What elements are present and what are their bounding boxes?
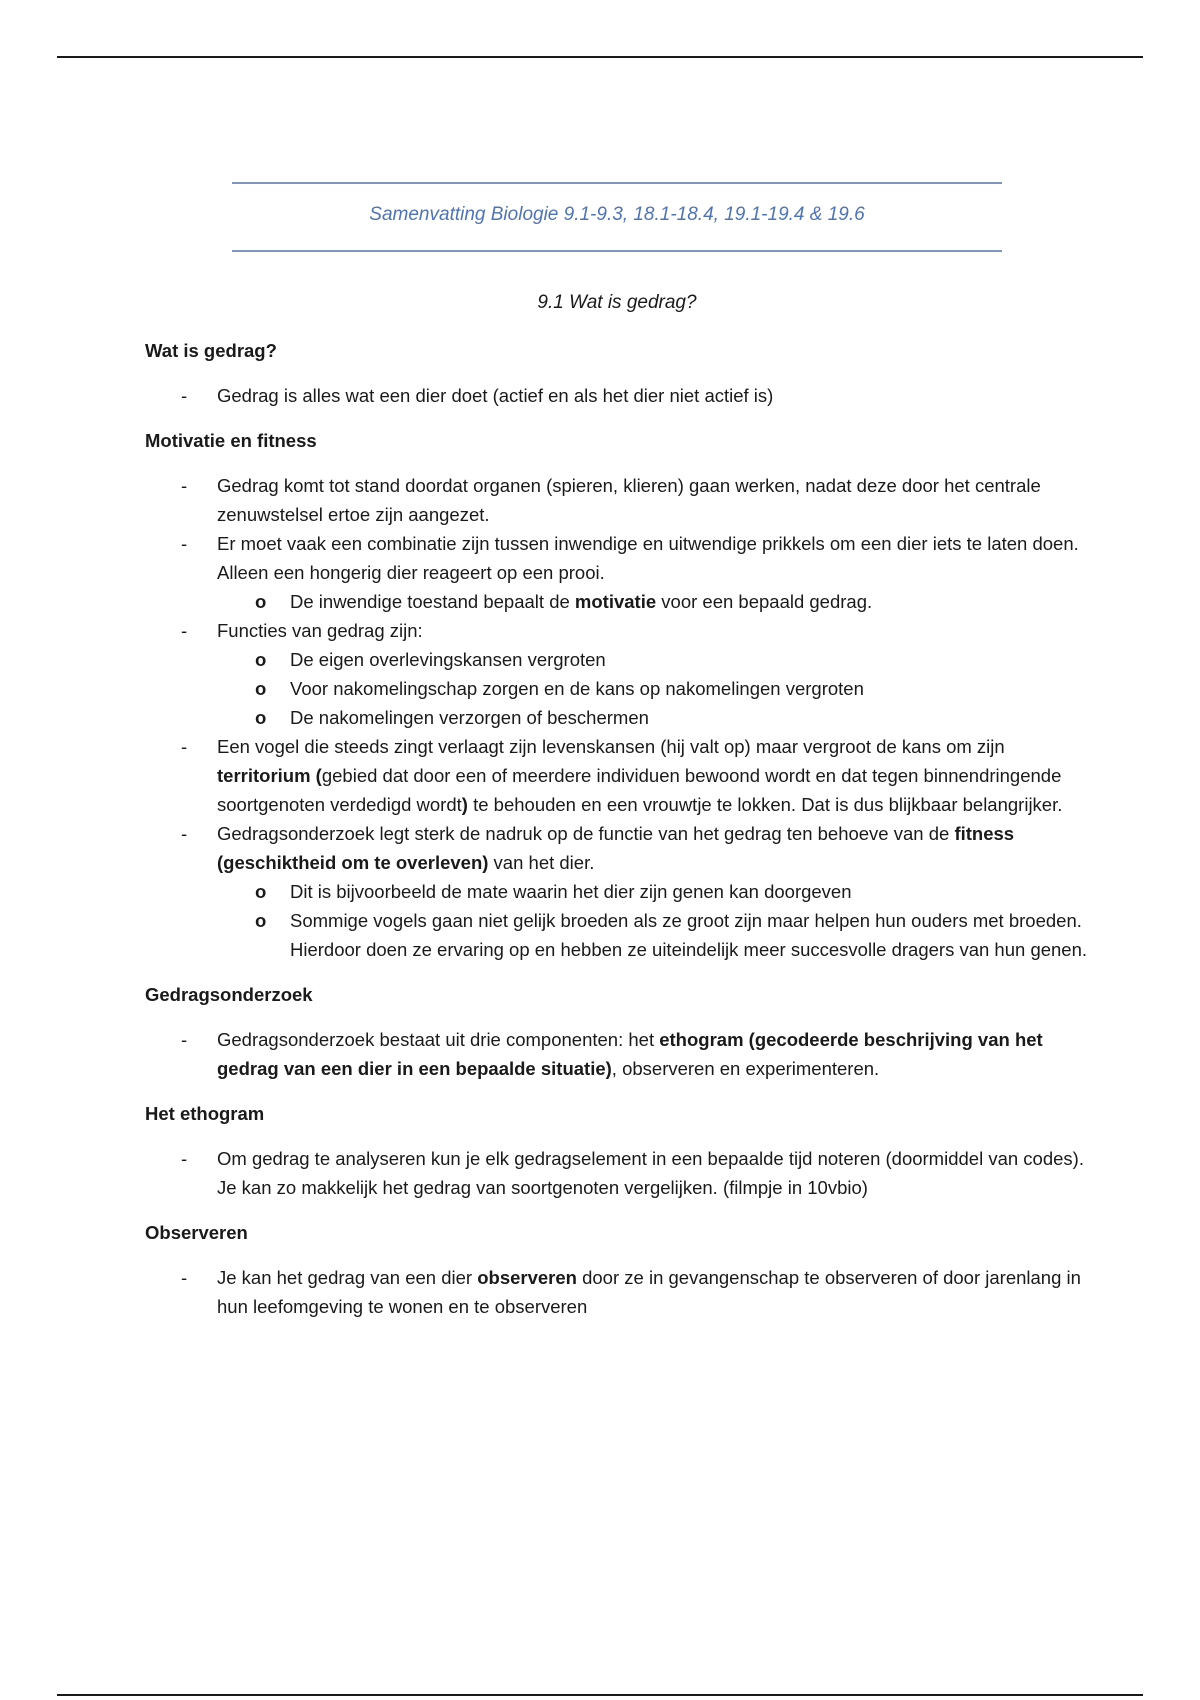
footer-rule	[57, 1694, 1143, 1696]
dash-bullet: -	[181, 1267, 188, 1288]
heading-het-ethogram: Het ethogram	[145, 1103, 265, 1124]
dash-bullet: -	[181, 823, 188, 844]
list-item: - Er moet vaak een combinatie zijn tussen inwendige en uitwendige prikkels om een dier iets te laten doen. Alleen een hongerig dier reageert op een prooi.	[145, 529, 1090, 587]
circle-bullet: o	[255, 707, 267, 728]
list-item: - Functies van gedrag zijn:	[145, 616, 1090, 645]
title-rule-top	[232, 182, 1002, 184]
circle-bullet: o	[255, 881, 267, 902]
dash-bullet: -	[181, 1029, 188, 1050]
document-title: Samenvatting Biologie 9.1-9.3, 18.1-18.4, 19.1-19.4 & 19.6	[369, 204, 865, 225]
circle-bullet: o	[255, 678, 267, 699]
sub-list-item: o Sommige vogels gaan niet gelijk broeden als ze groot zijn maar helpen hun ouders met broeden. Hierdoor doen ze ervaring op en hebben ze uiteindelijk meer succesvolle dragers van hun genen.	[145, 906, 1090, 964]
list-item: - Gedragsonderzoek bestaat uit drie componenten: het ethogram (gecodeerde beschrijving van het gedrag van een dier in een bepaalde situatie), observeren en experimenteren.	[145, 1025, 1090, 1083]
list-item: - Om gedrag te analyseren kun je elk gedragselement in een bepaalde tijd noteren (doormiddel van codes). Je kan zo makkelijk het gedrag van soortgenoten vergelijken. (filmpje in 10vbio)	[145, 1144, 1090, 1202]
bullet-list	[145, 1025, 1090, 1083]
sub-list-item: o De eigen overlevingskansen vergroten	[145, 645, 1090, 674]
heading-motivatie-en-fitness: Motivatie en fitness	[145, 430, 317, 451]
bullet-list	[145, 381, 1090, 410]
heading-wat-is-gedrag: Wat is gedrag?	[145, 340, 277, 361]
document-body	[145, 336, 1090, 1337]
bullet-list	[145, 1263, 1090, 1321]
section-subtitle: 9.1 Wat is gedrag?	[537, 292, 697, 313]
list-item: - Gedrag is alles wat een dier doet (actief en als het dier niet actief is)	[145, 381, 1090, 410]
dash-bullet: -	[181, 620, 188, 641]
sub-list-item: o De nakomelingen verzorgen of beschermen	[145, 703, 1090, 732]
list-item: - Een vogel die steeds zingt verlaagt zijn levenskansen (hij valt op) maar vergroot de kans om zijn territorium (gebied dat door een of meerdere individuen bewoond wordt en dat tegen binnendringende soortgenoten verdedigd wordt) te behouden en een vrouwtje te lokken. Dat is dus blijkbaar belangrijker.	[145, 732, 1090, 819]
dash-bullet: -	[181, 736, 188, 757]
list-item: - Gedrag komt tot stand doordat organen (spieren, klieren) gaan werken, nadat deze door het centrale zenuwstelsel ertoe zijn aangezet.	[145, 471, 1090, 529]
list-item: - Gedragsonderzoek legt sterk de nadruk op de functie van het gedrag ten behoeve van de fitness (geschiktheid om te overleven) van het dier.	[145, 819, 1090, 877]
dash-bullet: -	[181, 1148, 188, 1169]
dash-bullet: -	[181, 385, 188, 406]
header-rule	[57, 56, 1143, 58]
dash-bullet: -	[181, 533, 188, 554]
sub-list-item: o De inwendige toestand bepaalt de motivatie voor een bepaald gedrag.	[145, 587, 1090, 616]
dash-bullet: -	[181, 475, 188, 496]
bullet-list	[145, 1144, 1090, 1202]
bullet-list	[145, 471, 1090, 964]
circle-bullet: o	[255, 910, 267, 931]
title-rule-bottom	[232, 250, 1002, 252]
list-item: - Je kan het gedrag van een dier observeren door ze in gevangenschap te observeren of door jarenlang in hun leefomgeving te wonen en te observeren	[145, 1263, 1090, 1321]
heading-observeren: Observeren	[145, 1222, 248, 1243]
heading-gedragsonderzoek: Gedragsonderzoek	[145, 984, 313, 1005]
circle-bullet: o	[255, 591, 267, 612]
sub-list-item: o Voor nakomelingschap zorgen en de kans op nakomelingen vergroten	[145, 674, 1090, 703]
sub-list-item: o Dit is bijvoorbeeld de mate waarin het dier zijn genen kan doorgeven	[145, 877, 1090, 906]
circle-bullet: o	[255, 649, 267, 670]
